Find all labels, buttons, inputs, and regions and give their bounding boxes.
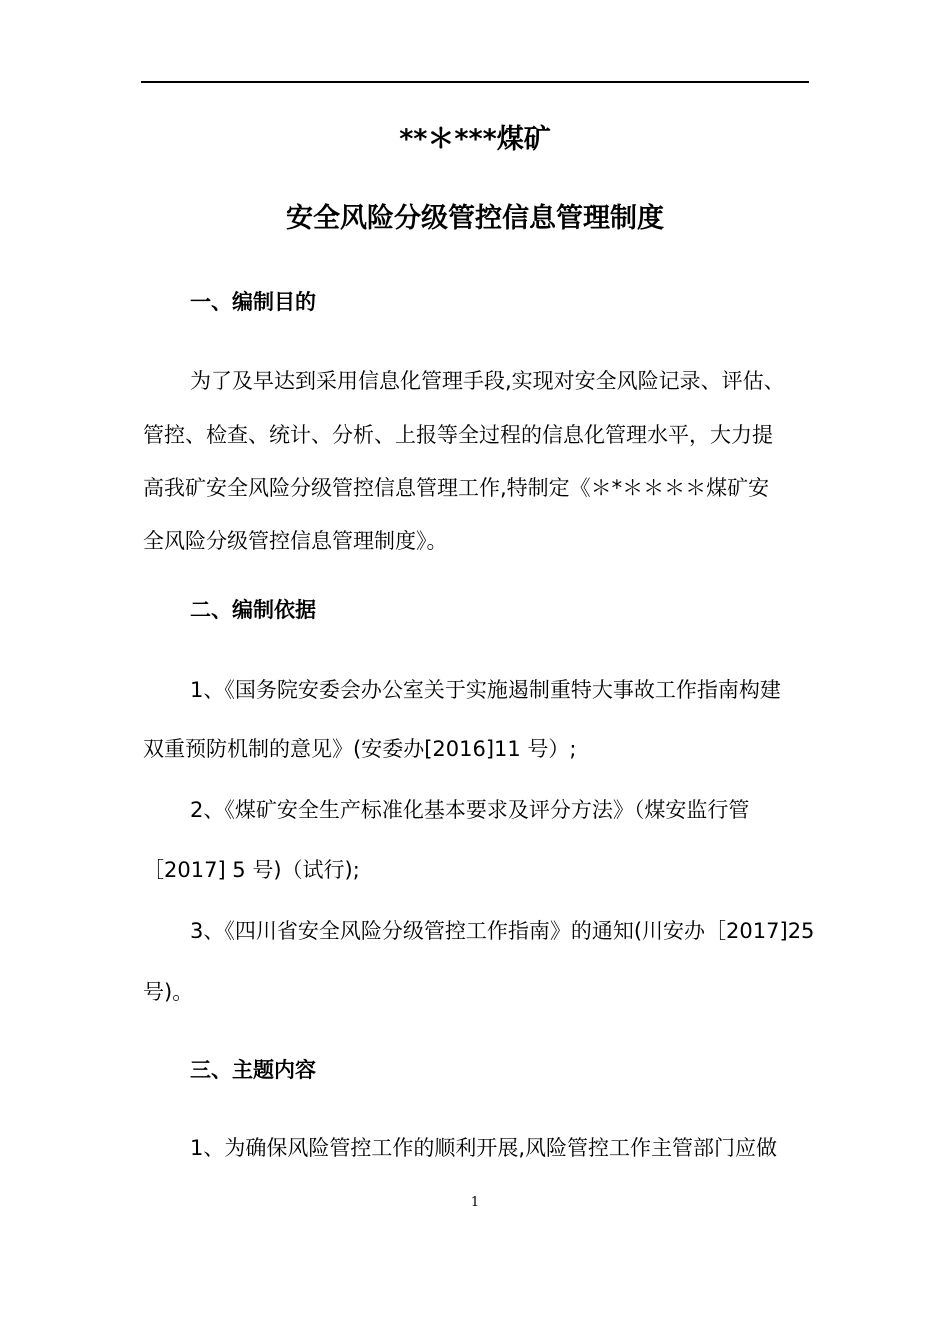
paragraph-line: 2、《煤矿安全生产标准化基本要求及评分方法》（煤安监行管 <box>190 798 750 822</box>
section-heading-content: 三、主题内容 <box>190 1058 316 1082</box>
paragraph-line: 3、《四川省安全风险分级管控工作指南》的通知(川安办［2017]25 <box>190 919 815 943</box>
paragraph-line: 管控、检查、统计、分析、上报等全过程的信息化管理水平，大力提 <box>143 423 773 447</box>
section-heading-basis: 二、编制依据 <box>190 598 316 622</box>
page-number: 1 <box>470 1195 480 1210</box>
paragraph-line: 高我矿安全风险分级管控信息管理工作,特制定《＊*＊＊＊＊煤矿安 <box>143 476 770 500</box>
header-rule <box>141 81 809 83</box>
paragraph-line: 1、为确保风险管控工作的顺利开展,风险管控工作主管部门应做 <box>190 1136 778 1160</box>
paragraph-line: 1、《国务院安委会办公室关于实施遏制重特大事故工作指南构建 <box>190 678 781 702</box>
paragraph-line: 全风险分级管控信息管理制度》。 <box>143 529 448 553</box>
paragraph-line: 号)。 <box>143 980 194 1004</box>
document-title-main: 安全风险分级管控信息管理制度 <box>286 203 664 234</box>
paragraph-line: 双重预防机制的意见》(安委办[2016]11 号）; <box>143 737 577 761</box>
section-heading-purpose: 一、编制目的 <box>190 290 316 314</box>
paragraph-line: ［2017] 5 号)（试行); <box>143 858 360 882</box>
paragraph-line: 为了及早达到采用信息化管理手段,实现对安全风险记录、评估、 <box>190 369 785 393</box>
document-title-company: **＊***煤矿 <box>399 124 551 155</box>
